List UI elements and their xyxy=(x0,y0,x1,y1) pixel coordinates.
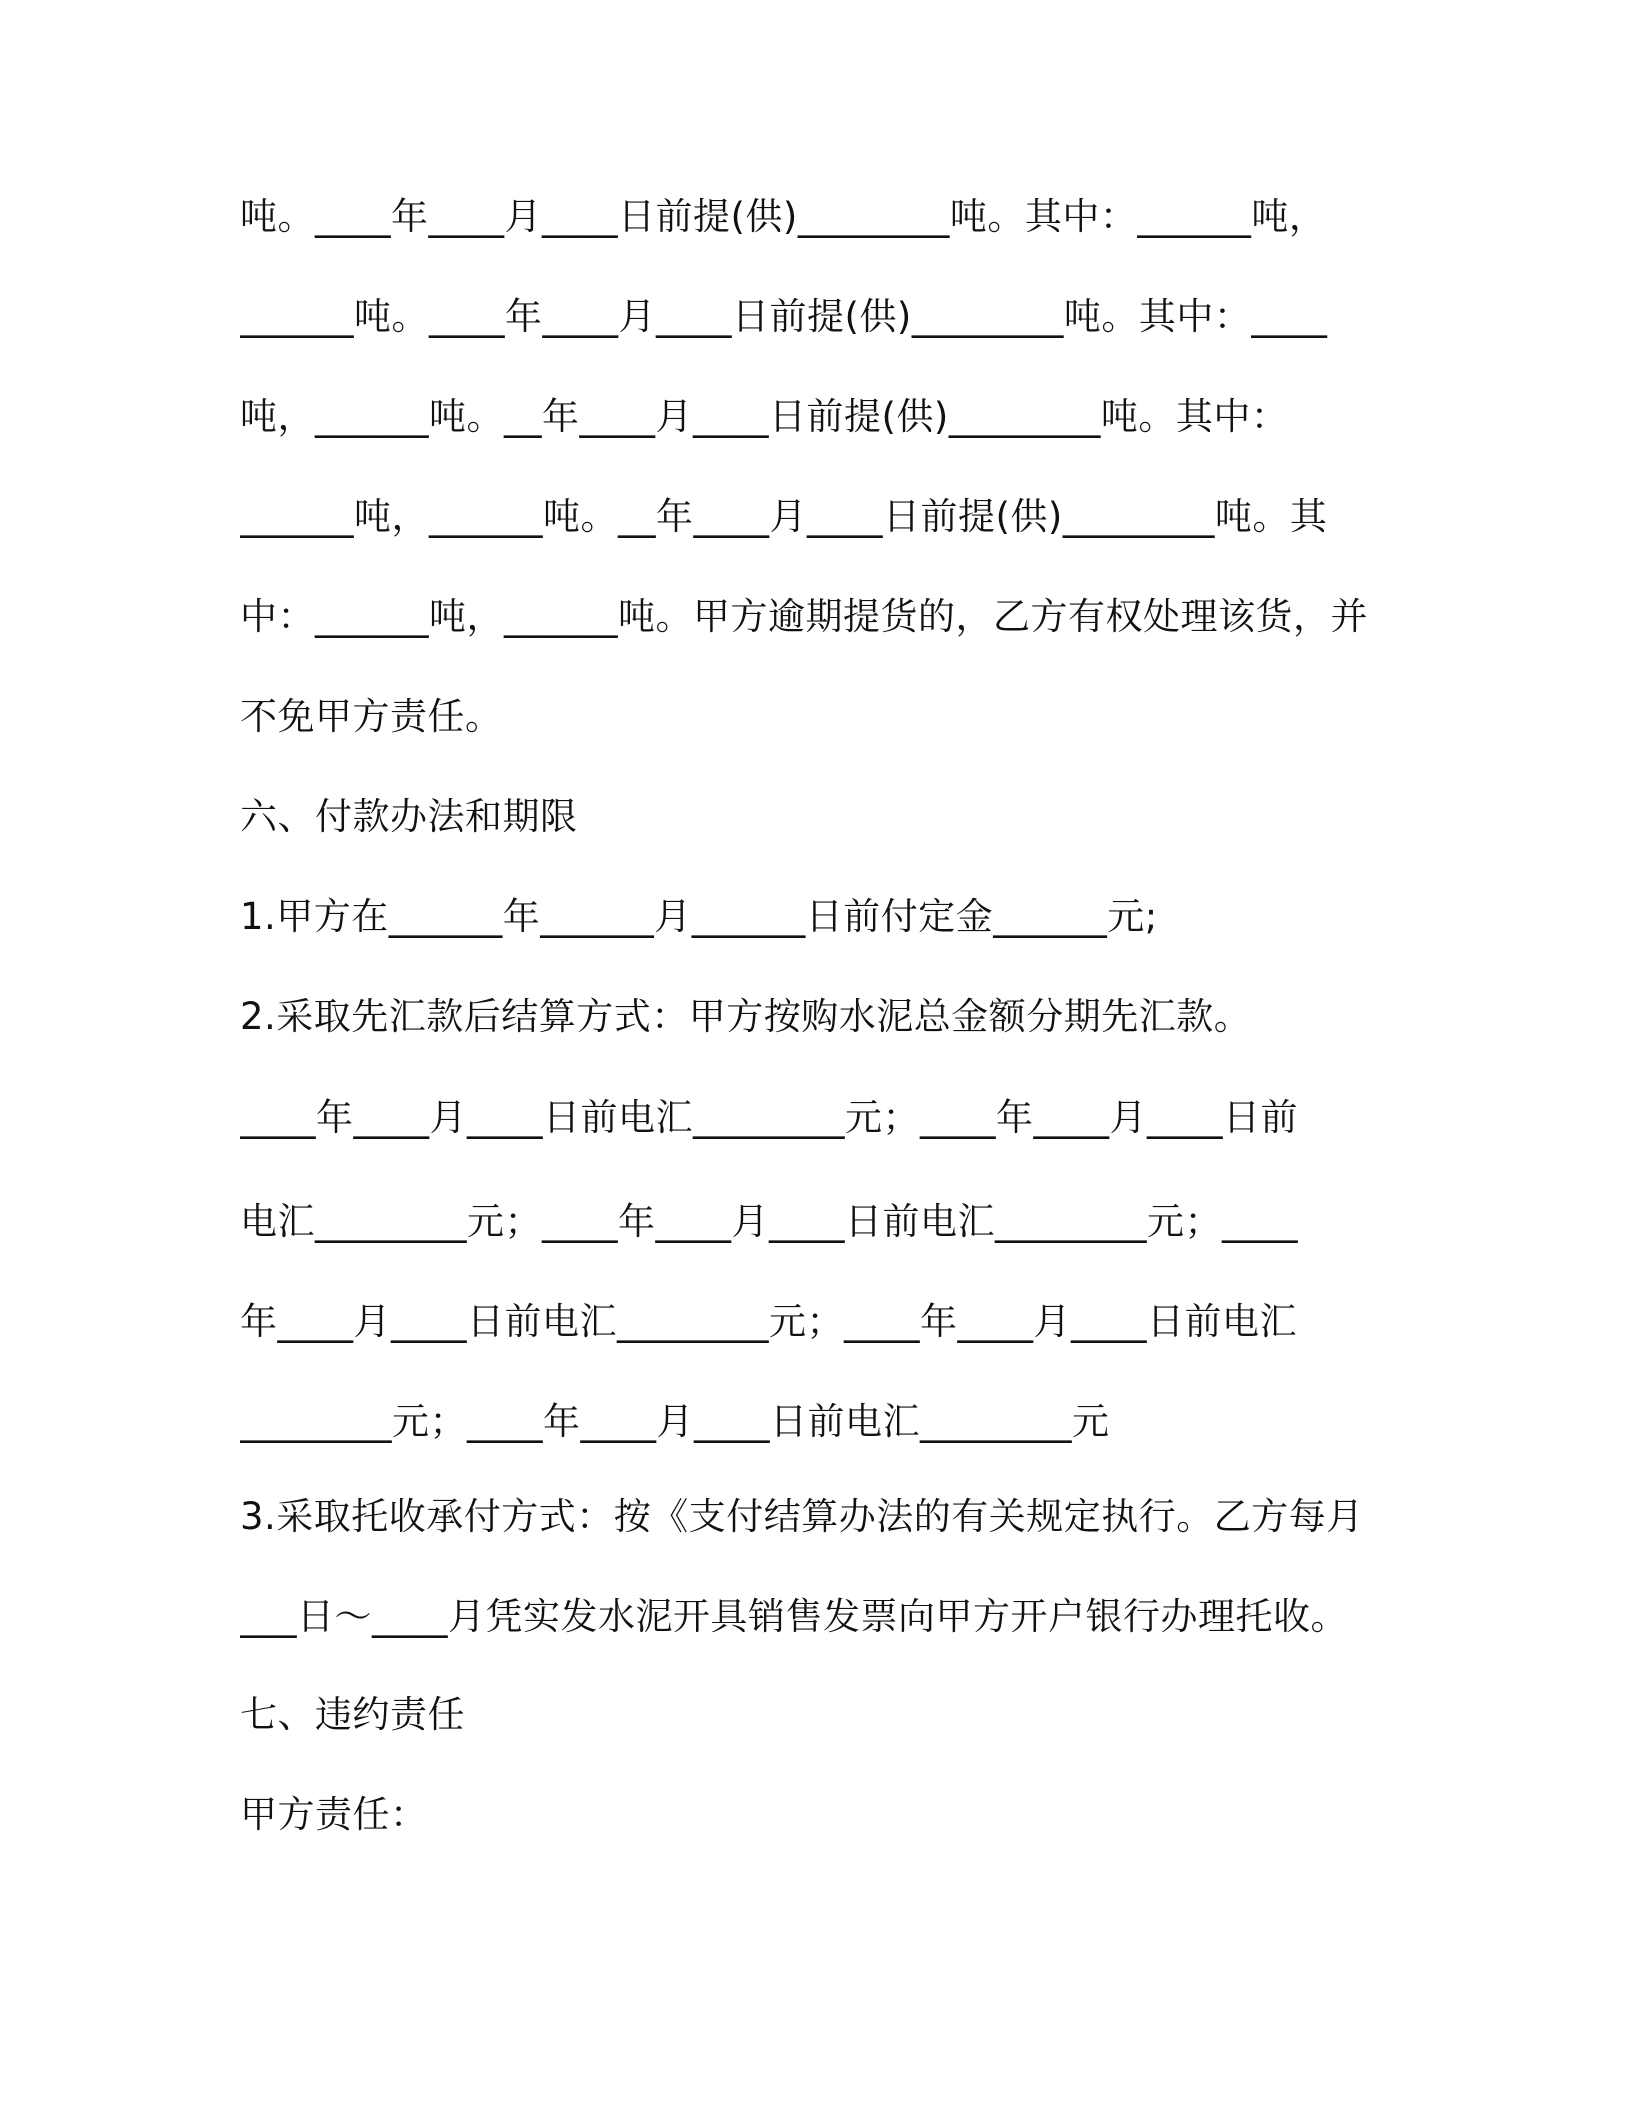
text-line: ___日～____月凭实发水泥开具销售发票向甲方开户银行办理托收。 xyxy=(240,1595,1348,1638)
text-line: ______吨，______吨。__年____月____日前提(供)________吨。其 xyxy=(240,495,1328,538)
text-line: ________元；____年____月____日前电汇________元 xyxy=(240,1400,1110,1443)
text-line: 吨。____年____月____日前提(供)________吨。其中：______吨， xyxy=(240,195,1327,238)
text-line: 甲方责任： xyxy=(240,1793,428,1836)
text-line: 不免甲方责任。 xyxy=(240,695,503,738)
text-line: ______吨。____年____月____日前提(供)________吨。其中：____ xyxy=(240,295,1328,338)
text-line: 2.采取先汇款后结算方式：甲方按购水泥总金额分期先汇款。 xyxy=(240,995,1252,1038)
section-heading: 六、付款办法和期限 xyxy=(240,795,578,838)
text-line: 3.采取托收承付方式：按《支付结算办法的有关规定执行。乙方每月 xyxy=(240,1495,1364,1538)
text-line: 年____月____日前电汇________元；____年____月____日前电汇 xyxy=(240,1300,1297,1343)
text-line: 1.甲方在______年______月______日前付定金______元; xyxy=(240,895,1158,938)
section-heading: 七、违约责任 xyxy=(240,1693,465,1736)
text-line: 吨，______吨。__年____月____日前提(供)________吨。其中： xyxy=(240,395,1289,438)
text-line: 电汇________元；____年____月____日前电汇________元；____ xyxy=(240,1200,1298,1243)
text-line: ____年____月____日前电汇________元；____年____月____日前 xyxy=(240,1096,1298,1139)
text-line: 中：______吨，______吨。甲方逾期提货的，乙方有权处理该货，并 xyxy=(240,595,1368,638)
